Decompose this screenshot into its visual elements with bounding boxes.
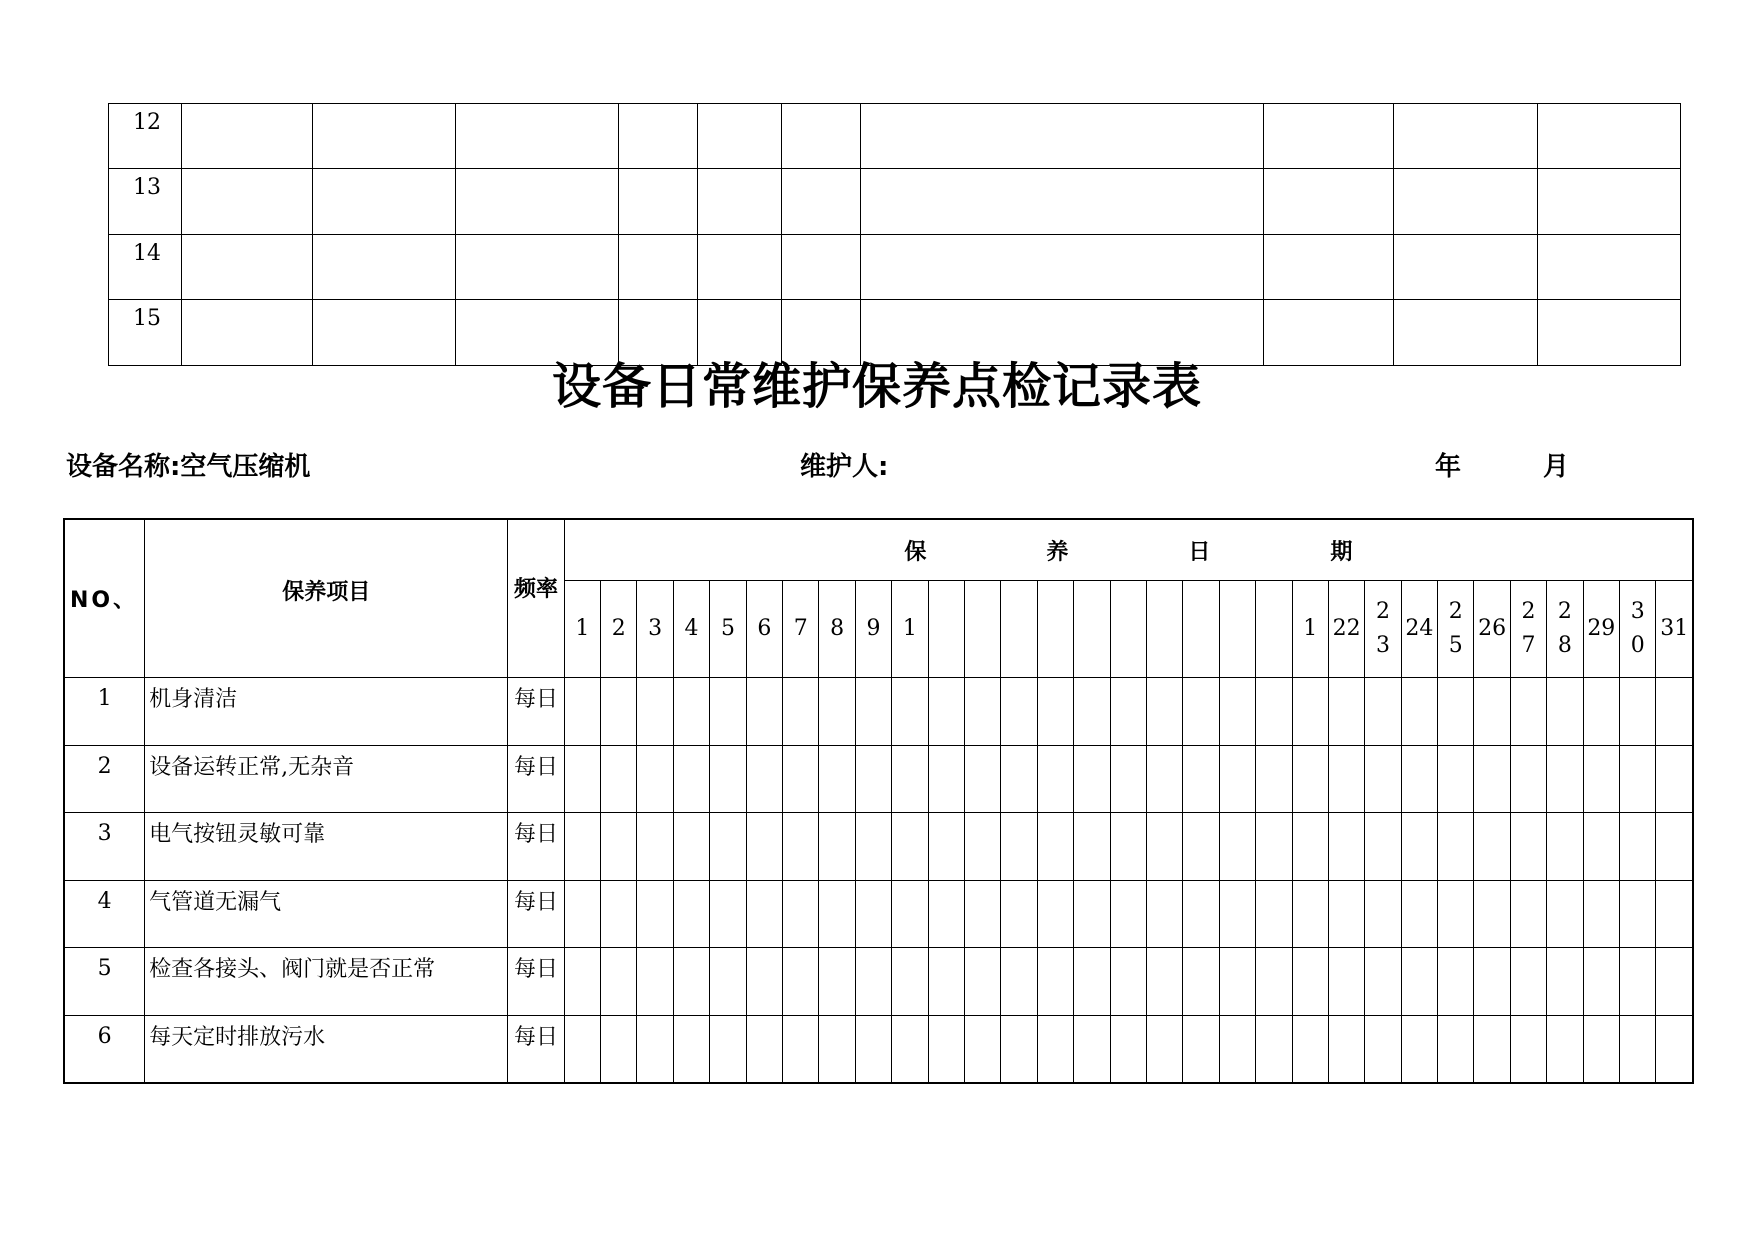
check-cell[interactable]: [855, 813, 891, 881]
check-cell[interactable]: [1110, 745, 1146, 813]
check-cell[interactable]: [1510, 813, 1546, 881]
frequency: 每日: [508, 948, 564, 1016]
row-number: 5: [64, 948, 145, 1016]
check-cell[interactable]: [892, 948, 928, 1016]
check-cell[interactable]: [1074, 1015, 1110, 1083]
check-cell[interactable]: [564, 745, 600, 813]
check-cell[interactable]: [1219, 813, 1255, 881]
table-cell: [619, 234, 698, 299]
check-cell[interactable]: [1074, 813, 1110, 881]
check-cell[interactable]: [1474, 948, 1510, 1016]
check-cell[interactable]: [1110, 948, 1146, 1016]
check-cell[interactable]: [1620, 948, 1656, 1016]
check-cell[interactable]: [673, 880, 709, 948]
check-cell[interactable]: [564, 678, 600, 746]
table-cell: [1537, 104, 1680, 169]
check-cell[interactable]: [1256, 745, 1292, 813]
check-cell[interactable]: [1656, 948, 1693, 1016]
row-number: 1: [64, 678, 145, 746]
check-cell[interactable]: [1510, 678, 1546, 746]
check-cell[interactable]: [1328, 1015, 1364, 1083]
check-cell[interactable]: [637, 813, 673, 881]
check-cell[interactable]: [819, 880, 855, 948]
check-cell[interactable]: [601, 745, 637, 813]
table-cell: [455, 104, 618, 169]
frequency: 每日: [508, 813, 564, 881]
check-cell[interactable]: [964, 948, 1000, 1016]
check-cell[interactable]: [710, 678, 746, 746]
check-cell[interactable]: [1365, 948, 1401, 1016]
check-cell[interactable]: [892, 813, 928, 881]
check-cell[interactable]: [1146, 745, 1182, 813]
table-cell: [1537, 169, 1680, 234]
check-cell[interactable]: [1074, 948, 1110, 1016]
check-cell[interactable]: [746, 1015, 782, 1083]
table-row: [64, 813, 1693, 881]
page-title: 设备日常维护保养点检记录表: [551, 358, 1202, 415]
check-cell[interactable]: [1510, 880, 1546, 948]
table-cell: [1394, 169, 1537, 234]
check-cell[interactable]: [1110, 1015, 1146, 1083]
check-cell[interactable]: [601, 1015, 637, 1083]
check-cell[interactable]: [1256, 1015, 1292, 1083]
maintenance-item: 检查各接头、阀门就是否正常: [145, 948, 508, 1016]
check-cell[interactable]: [1365, 813, 1401, 881]
table-row: [64, 745, 1693, 813]
check-cell[interactable]: [1110, 813, 1146, 881]
day-header: 3: [637, 581, 673, 678]
check-cell[interactable]: [1401, 745, 1437, 813]
row-number: 3: [64, 813, 145, 881]
check-cell[interactable]: [1583, 880, 1619, 948]
table-cell: [455, 169, 618, 234]
check-cell[interactable]: [1656, 745, 1693, 813]
check-cell[interactable]: [783, 678, 819, 746]
check-cell[interactable]: [1656, 813, 1693, 881]
maintenance-item: 每天定时排放污水: [145, 1015, 508, 1083]
equipment-name-label: 设备名称:空气压缩机: [66, 452, 311, 482]
check-cell[interactable]: [964, 880, 1000, 948]
check-cell[interactable]: [673, 1015, 709, 1083]
day-header: [1256, 581, 1292, 678]
check-cell[interactable]: [855, 1015, 891, 1083]
check-cell[interactable]: [928, 745, 964, 813]
check-cell[interactable]: [1401, 813, 1437, 881]
day-header: 1: [1292, 581, 1328, 678]
table-cell: [312, 169, 455, 234]
day-header: [1037, 581, 1073, 678]
check-cell[interactable]: [1438, 880, 1474, 948]
check-cell[interactable]: [1110, 880, 1146, 948]
check-cell[interactable]: [1074, 880, 1110, 948]
check-cell[interactable]: [1001, 1015, 1037, 1083]
table-cell: [1263, 104, 1393, 169]
check-cell[interactable]: [1001, 678, 1037, 746]
header-date-char: 日: [1188, 539, 1211, 565]
check-cell[interactable]: [783, 948, 819, 1016]
check-cell[interactable]: [601, 678, 637, 746]
check-cell[interactable]: [1474, 880, 1510, 948]
table-cell: [698, 169, 781, 234]
check-cell[interactable]: [710, 745, 746, 813]
check-cell[interactable]: [1474, 813, 1510, 881]
day-header: [1183, 581, 1219, 678]
check-cell[interactable]: [1146, 678, 1182, 746]
check-cell[interactable]: [1219, 948, 1255, 1016]
check-cell[interactable]: [1183, 813, 1219, 881]
check-cell[interactable]: [964, 678, 1000, 746]
day-header: 25: [1438, 581, 1474, 678]
check-cell[interactable]: [1438, 678, 1474, 746]
check-cell[interactable]: [1583, 948, 1619, 1016]
table-cell: [182, 234, 312, 299]
check-cell[interactable]: [783, 745, 819, 813]
check-cell[interactable]: [564, 880, 600, 948]
frequency: 每日: [508, 880, 564, 948]
check-cell[interactable]: [1146, 948, 1182, 1016]
check-cell[interactable]: [928, 678, 964, 746]
check-cell[interactable]: [673, 948, 709, 1016]
check-cell[interactable]: [1474, 678, 1510, 746]
check-cell[interactable]: [1292, 948, 1328, 1016]
check-cell[interactable]: [1474, 745, 1510, 813]
check-cell[interactable]: [746, 745, 782, 813]
table-cell: [698, 104, 781, 169]
check-cell[interactable]: [746, 880, 782, 948]
table-cell: [619, 104, 698, 169]
check-cell[interactable]: [1620, 678, 1656, 746]
check-cell[interactable]: [1620, 745, 1656, 813]
day-header: 28: [1547, 581, 1583, 678]
check-cell[interactable]: [1401, 948, 1437, 1016]
check-cell[interactable]: [1438, 1015, 1474, 1083]
check-cell[interactable]: [819, 678, 855, 746]
header-date-char: 期: [1330, 539, 1353, 565]
check-cell[interactable]: [673, 813, 709, 881]
table-cell: [455, 234, 618, 299]
check-cell[interactable]: [1074, 745, 1110, 813]
row-number: 4: [64, 880, 145, 948]
maintainer-label: 维护人:: [800, 452, 889, 482]
check-cell[interactable]: [1328, 745, 1364, 813]
row-number: 14: [109, 234, 182, 299]
check-cell[interactable]: [1328, 678, 1364, 746]
check-cell[interactable]: [1401, 678, 1437, 746]
check-cell[interactable]: [710, 813, 746, 881]
check-cell[interactable]: [564, 1015, 600, 1083]
maintenance-item: 设备运转正常,无杂音: [145, 745, 508, 813]
row-number: 2: [64, 745, 145, 813]
check-cell[interactable]: [1547, 880, 1583, 948]
check-cell[interactable]: [928, 1015, 964, 1083]
check-cell[interactable]: [564, 813, 600, 881]
day-header: 30: [1620, 581, 1656, 678]
table-cell: [781, 234, 860, 299]
day-header: [1219, 581, 1255, 678]
maintenance-item: 气管道无漏气: [145, 880, 508, 948]
check-cell[interactable]: [1037, 880, 1073, 948]
check-cell[interactable]: [1001, 813, 1037, 881]
check-cell[interactable]: [1110, 678, 1146, 746]
check-cell[interactable]: [637, 948, 673, 1016]
header-date-char: 保: [904, 539, 927, 565]
check-cell[interactable]: [1037, 745, 1073, 813]
maintenance-item: 机身清洁: [145, 678, 508, 746]
check-cell[interactable]: [1219, 678, 1255, 746]
day-header: 1: [564, 581, 600, 678]
header-no: NO、: [64, 519, 145, 678]
check-cell[interactable]: [746, 948, 782, 1016]
check-cell[interactable]: [1037, 813, 1073, 881]
day-header: 8: [819, 581, 855, 678]
table-cell: [1263, 234, 1393, 299]
check-cell[interactable]: [1292, 678, 1328, 746]
table-row: [64, 880, 1693, 948]
check-cell[interactable]: [1547, 948, 1583, 1016]
check-cell[interactable]: [1620, 880, 1656, 948]
check-cell[interactable]: [1438, 745, 1474, 813]
check-cell[interactable]: [1001, 745, 1037, 813]
check-cell[interactable]: [1256, 948, 1292, 1016]
check-cell[interactable]: [1037, 1015, 1073, 1083]
day-header: 31: [1656, 581, 1693, 678]
day-header: 4: [673, 581, 709, 678]
frequency: 每日: [508, 1015, 564, 1083]
check-cell[interactable]: [710, 1015, 746, 1083]
check-cell[interactable]: [1292, 813, 1328, 881]
check-cell[interactable]: [1401, 880, 1437, 948]
check-cell[interactable]: [673, 678, 709, 746]
check-cell[interactable]: [1510, 1015, 1546, 1083]
check-cell[interactable]: [710, 948, 746, 1016]
check-cell[interactable]: [1365, 678, 1401, 746]
check-cell[interactable]: [783, 1015, 819, 1083]
table-row: [109, 104, 1681, 169]
check-cell[interactable]: [1037, 948, 1073, 1016]
month-label: 月: [1543, 452, 1570, 482]
check-cell[interactable]: [1001, 880, 1037, 948]
check-cell[interactable]: [1074, 678, 1110, 746]
table-cell: [781, 104, 860, 169]
check-cell[interactable]: [1438, 948, 1474, 1016]
check-cell[interactable]: [1183, 948, 1219, 1016]
check-cell[interactable]: [1219, 880, 1255, 948]
table-cell: [1263, 169, 1393, 234]
check-cell[interactable]: [1547, 678, 1583, 746]
check-cell[interactable]: [1146, 880, 1182, 948]
check-cell[interactable]: [1292, 880, 1328, 948]
day-header: 24: [1401, 581, 1437, 678]
day-header: 6: [746, 581, 782, 678]
day-header: 29: [1583, 581, 1619, 678]
day-header: 23: [1365, 581, 1401, 678]
table-cell: [619, 169, 698, 234]
check-cell[interactable]: [564, 948, 600, 1016]
check-cell[interactable]: [1328, 880, 1364, 948]
day-header: 2: [601, 581, 637, 678]
day-header: 22: [1328, 581, 1364, 678]
frequency: 每日: [508, 745, 564, 813]
check-cell[interactable]: [601, 948, 637, 1016]
row-number: 12: [109, 104, 182, 169]
check-cell[interactable]: [746, 678, 782, 746]
table-cell: [860, 234, 1263, 299]
check-cell[interactable]: [1146, 813, 1182, 881]
check-cell[interactable]: [1620, 1015, 1656, 1083]
table-cell: [781, 169, 860, 234]
check-cell[interactable]: [1365, 880, 1401, 948]
day-header: 5: [710, 581, 746, 678]
day-header: 27: [1510, 581, 1546, 678]
table-cell: [698, 234, 781, 299]
check-cell[interactable]: [1547, 813, 1583, 881]
check-cell[interactable]: [1292, 1015, 1328, 1083]
check-cell[interactable]: [1474, 1015, 1510, 1083]
check-cell[interactable]: [601, 813, 637, 881]
check-cell[interactable]: [637, 1015, 673, 1083]
continued-record-table: [108, 103, 1681, 366]
frequency: 每日: [508, 678, 564, 746]
check-cell[interactable]: [1656, 1015, 1693, 1083]
check-cell[interactable]: [928, 880, 964, 948]
check-cell[interactable]: [855, 745, 891, 813]
check-cell[interactable]: [819, 1015, 855, 1083]
table-row: [64, 1015, 1693, 1083]
check-cell[interactable]: [855, 948, 891, 1016]
table-cell: [860, 104, 1263, 169]
check-cell[interactable]: [1438, 813, 1474, 881]
check-cell[interactable]: [1037, 678, 1073, 746]
check-cell[interactable]: [855, 678, 891, 746]
check-cell[interactable]: [964, 1015, 1000, 1083]
day-header: [1146, 581, 1182, 678]
check-cell[interactable]: [746, 813, 782, 881]
table-cell: [312, 234, 455, 299]
row-number: 13: [109, 169, 182, 234]
check-cell[interactable]: [1401, 1015, 1437, 1083]
check-cell[interactable]: [1183, 880, 1219, 948]
check-cell[interactable]: [1183, 745, 1219, 813]
check-cell[interactable]: [1256, 678, 1292, 746]
check-cell[interactable]: [964, 745, 1000, 813]
check-cell[interactable]: [892, 745, 928, 813]
table-cell: [312, 104, 455, 169]
check-cell[interactable]: [1146, 1015, 1182, 1083]
check-cell[interactable]: [710, 880, 746, 948]
check-cell[interactable]: [637, 678, 673, 746]
table-cell: [182, 104, 312, 169]
check-cell[interactable]: [1583, 745, 1619, 813]
table-row: [109, 169, 1681, 234]
row-number: 6: [64, 1015, 145, 1083]
table-cell: [1394, 234, 1537, 299]
day-header: 26: [1474, 581, 1510, 678]
check-cell[interactable]: [1547, 1015, 1583, 1083]
check-cell[interactable]: [855, 880, 891, 948]
check-cell[interactable]: [819, 813, 855, 881]
check-cell[interactable]: [1183, 678, 1219, 746]
year-label: 年: [1435, 452, 1462, 482]
check-cell[interactable]: [1656, 678, 1693, 746]
table-cell: [182, 169, 312, 234]
check-cell[interactable]: [928, 948, 964, 1016]
day-header: 1: [892, 581, 928, 678]
header-maintenance-date: [564, 519, 1693, 581]
check-cell[interactable]: [783, 813, 819, 881]
table-row: [64, 948, 1693, 1016]
check-cell[interactable]: [783, 880, 819, 948]
check-cell[interactable]: [819, 948, 855, 1016]
check-cell[interactable]: [637, 745, 673, 813]
check-cell[interactable]: [637, 880, 673, 948]
day-header: [928, 581, 964, 678]
check-cell[interactable]: [892, 880, 928, 948]
check-cell[interactable]: [1365, 745, 1401, 813]
table-row: [64, 678, 1693, 746]
header-date-char: 养: [1046, 539, 1069, 565]
header-item: 保养项目: [145, 519, 508, 678]
check-cell[interactable]: [1183, 1015, 1219, 1083]
day-header: 9: [855, 581, 891, 678]
check-cell[interactable]: [1510, 948, 1546, 1016]
check-cell[interactable]: [1328, 813, 1364, 881]
check-cell[interactable]: [1219, 745, 1255, 813]
maintenance-record-table: [63, 518, 1694, 1084]
check-cell[interactable]: [1219, 1015, 1255, 1083]
check-cell[interactable]: [601, 880, 637, 948]
row-number: 15: [109, 300, 182, 365]
check-cell[interactable]: [1620, 813, 1656, 881]
table-row: [109, 234, 1681, 299]
table-cell: [860, 169, 1263, 234]
check-cell[interactable]: [892, 1015, 928, 1083]
day-header: [1074, 581, 1110, 678]
check-cell[interactable]: [1656, 880, 1693, 948]
check-cell[interactable]: [1256, 880, 1292, 948]
check-cell[interactable]: [928, 813, 964, 881]
header-frequency: 频率: [508, 519, 564, 678]
check-cell[interactable]: [673, 745, 709, 813]
maintenance-item: 电气按钮灵敏可靠: [145, 813, 508, 881]
check-cell[interactable]: [1001, 948, 1037, 1016]
check-cell[interactable]: [819, 745, 855, 813]
table-cell: [1394, 104, 1537, 169]
check-cell[interactable]: [1583, 1015, 1619, 1083]
table-cell: [1537, 234, 1680, 299]
check-cell[interactable]: [892, 678, 928, 746]
check-cell[interactable]: [1328, 948, 1364, 1016]
check-cell[interactable]: [1292, 745, 1328, 813]
check-cell[interactable]: [1547, 745, 1583, 813]
check-cell[interactable]: [1365, 1015, 1401, 1083]
day-header: 7: [783, 581, 819, 678]
day-header: [1110, 581, 1146, 678]
check-cell[interactable]: [1510, 745, 1546, 813]
day-header: [964, 581, 1000, 678]
check-cell[interactable]: [1256, 813, 1292, 881]
check-cell[interactable]: [1583, 678, 1619, 746]
day-header: [1001, 581, 1037, 678]
check-cell[interactable]: [1583, 813, 1619, 881]
check-cell[interactable]: [964, 813, 1000, 881]
